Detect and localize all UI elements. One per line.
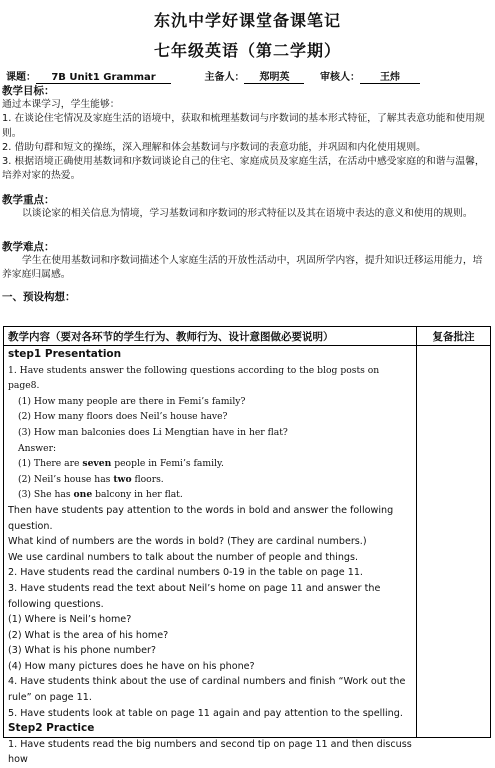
answer-3: (3) She has one balcony in her flat. — [18, 489, 183, 501]
neil-question-4: (4) How many pictures does he have on his phone? — [8, 660, 255, 672]
difficulties-text: 学生在使用基数词和序数词描述个人家庭生活的开放性活动中，巩固所学内容，提升知识迁移运用能力，培养家庭归属感。 — [2, 255, 483, 281]
content-cell — [4, 346, 417, 766]
preparer-value: 郑明英 — [244, 68, 304, 84]
activity-4: 4. Have students think about the use of cardinal numbers and finish “Work out the rule” on page 11. — [8, 676, 406, 704]
what-kind-question: What kind of numbers are the words in bold? (They are cardinal numbers.) — [8, 536, 367, 548]
neil-question-1: (1) Where is Neil’s home? — [8, 614, 132, 626]
goal-item-2: 2. 借助句群和短文的操练，深入理解和体会基数词与序数词的表意功能，并巩固和内化使用规则。 — [2, 141, 426, 153]
design-section — [2, 290, 76, 304]
question-3: (3) How man balconies does Li Mengtian have in her flat? — [18, 426, 288, 438]
question-intro: 1. Have students answer the following questions according to the blog posts on page8. — [8, 364, 380, 392]
key-points-section — [2, 193, 492, 221]
reviewer-value: 王炜 — [360, 68, 420, 84]
cardinal-use-note: We use cardinal numbers to talk about the number of people and things. — [8, 551, 359, 563]
difficulties-heading: 教学难点： — [2, 241, 55, 253]
goals-section — [2, 84, 492, 184]
notes-cell — [417, 346, 491, 738]
preparer-label: 主备人： — [204, 72, 245, 83]
key-points-text: 以谈论家的相关信息为情境，学习基数词和序数词的形式特征以及其在语境中表达的意义和使用的规则。 — [22, 208, 473, 219]
reviewer-label: 审核人： — [319, 72, 360, 83]
content-body — [4, 346, 416, 766]
key-points-heading: 教学重点： — [2, 194, 55, 206]
difficulties-section — [2, 240, 492, 283]
bold-words-instruction: Then have students pay attention to the words in bold and answer the following question. — [8, 504, 394, 532]
goals-heading: 教学目标： — [2, 85, 55, 97]
neil-question-3: (3) What is his phone number? — [8, 645, 157, 657]
lesson-meta — [6, 68, 420, 84]
topic-label: 课题： — [6, 72, 36, 83]
topic-value: 7B Unit1 Grammar — [36, 72, 171, 84]
neil-question-2: (2) What is the area of his home? — [8, 629, 169, 641]
answer-2: (2) Neil’s house has two floors. — [18, 473, 164, 485]
activity-2: 2. Have students read the cardinal numbers 0-19 in the table on page 11. — [8, 567, 363, 579]
notes-column-header: 复备批注 — [417, 327, 491, 346]
course-title: 七年级英语（第二学期） — [153, 41, 341, 60]
goals-intro: 通过本课学习，学生能够： — [2, 99, 120, 110]
answer-label: Answer: — [18, 442, 57, 454]
practice-activity-1: 1. Have students read the big numbers and second tip on page 11 and then discuss how — [8, 738, 412, 766]
step1-title: step1 Presentation — [8, 348, 122, 360]
school-title: 东氿中学好课堂备课笔记 — [153, 11, 341, 30]
activity-3: 3. Have students read the text about Neil’s home on page 11 and answer the following questions. — [8, 582, 381, 610]
answer-1: (1) There are seven people in Femi’s family. — [18, 458, 224, 470]
goal-item-1: 1. 在谈论住宅情况及家庭生活的语境中，获取和梳理基数词与序数词的基本形式特征，了解其表意功能和使用规则。 — [2, 113, 485, 139]
content-column-header: 教学内容（要对各环节的学生行为、教师行为、设计意图做必要说明） — [4, 327, 417, 346]
question-2: (2) How many floors does Neil’s house have? — [18, 411, 228, 423]
activity-5: 5. Have students look at table on page 11 again and pay attention to the spelling. — [8, 707, 403, 719]
lesson-content-table — [3, 326, 491, 766]
question-1: (1) How many people are there in Femi’s family? — [18, 395, 246, 407]
design-heading: 一、预设构想： — [2, 291, 76, 303]
step2-title: Step2 Practice — [8, 722, 95, 735]
goal-item-3: 3. 根据语境正确使用基数词和序数词谈论自己的住宅、家庭成员及家庭生活，在活动中感受家庭的和谐与温馨，培养对家的热爱。 — [2, 156, 485, 182]
